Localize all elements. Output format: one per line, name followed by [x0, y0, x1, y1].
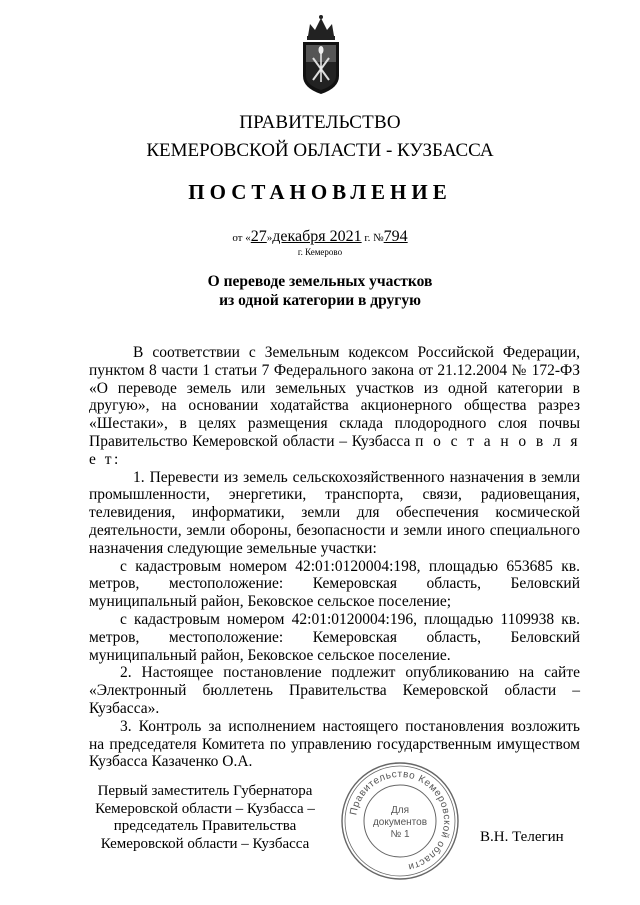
document-title-line1: О переводе земельных участков [207, 273, 433, 290]
position-line4: Кемеровской области – Кузбасса [100, 835, 310, 852]
city: г. Кемерово [297, 247, 343, 257]
item-1: 1. Перевести из земель сельскохозяйственного назначения в земли промышленности, энергетики, транспорта, связи, радиовещания, телевидения, информатики, земли для обеспечения космической деятельности, земли обороны, безопасности и земли иного специального назначения следующие земельные участки: [89, 468, 580, 557]
stamp-ring-text: Правительство Кемеровской области [348, 768, 453, 873]
item-1-parcel-a: с кадастровым номером 42:01:0120004:198, площадью 653685 кв. метров, местоположение: Кемеровская область, Беловский муниципальный район, Бековское сельское поселение; [89, 557, 580, 611]
date-mid: » [266, 232, 273, 244]
date-suffix: г. № [364, 232, 384, 244]
date-prefix: от « [232, 232, 251, 244]
intro-paragraph [89, 344, 580, 469]
stamp-center-line3: № 1 [390, 829, 410, 840]
signatory-position [80, 783, 330, 853]
document-type: ПОСТАНОВЛЕНИЕ [188, 180, 452, 204]
signatory-name: В.Н. Телегин [480, 829, 564, 845]
document-body [89, 344, 580, 771]
org-name-line1: ПРАВИТЕЛЬСТВО [239, 112, 401, 133]
org-name-line2: КЕМЕРОВСКОЙ ОБЛАСТИ - КУЗБАССА [146, 140, 494, 161]
official-stamp [338, 759, 462, 883]
resolves-spaced: п о с т а н о в л я е т: [89, 432, 580, 468]
item-1-parcel-b: с кадастровым номером 42:01:0120004:196, площадью 1109938 кв. метров, местоположение: Кемеровская область, Беловский муниципальный район, Бековское сельское поселение. [89, 610, 580, 664]
position-line1: Первый заместитель Губернатора [97, 783, 313, 799]
date-day: 27 [250, 228, 267, 245]
stamp-center-line1: Для [390, 805, 410, 816]
stamp-center-line2: документов [372, 817, 428, 828]
position-line3: председатель Правительства [113, 818, 297, 834]
intro-text: В соответствии с Земельным кодексом Российской Федерации, пунктом 8 части 1 статьи 7 Федерального закона от 21.12.2004 № 172-ФЗ «О переводе земель или земельных участков из одной категории в другую», на основании ходатайства акционерного общества разрез «Шестаки», в целях размещения склада плодородного слоя почвы Правительство Кемеровской области – Кузбасса [89, 344, 580, 450]
document-title-line2: из одной категории в другую [219, 292, 421, 309]
position-line2: Кемеровской области – Кузбасса – [95, 800, 315, 817]
document-number: 794 [383, 228, 408, 245]
date-line [0, 228, 640, 246]
coat-of-arms-icon [298, 10, 344, 96]
date-month-year: декабря 2021 [272, 228, 362, 245]
item-2: 2. Настоящее постановление подлежит опубликованию на сайте «Электронный бюллетень Правительства Кемеровской области – Кузбасса». [89, 664, 580, 717]
item-3: 3. Контроль за исполнением настоящего постановления возложить на председателя Комитета по управлению государственным имуществом Кузбасса Казаченко О.А. [89, 717, 580, 771]
